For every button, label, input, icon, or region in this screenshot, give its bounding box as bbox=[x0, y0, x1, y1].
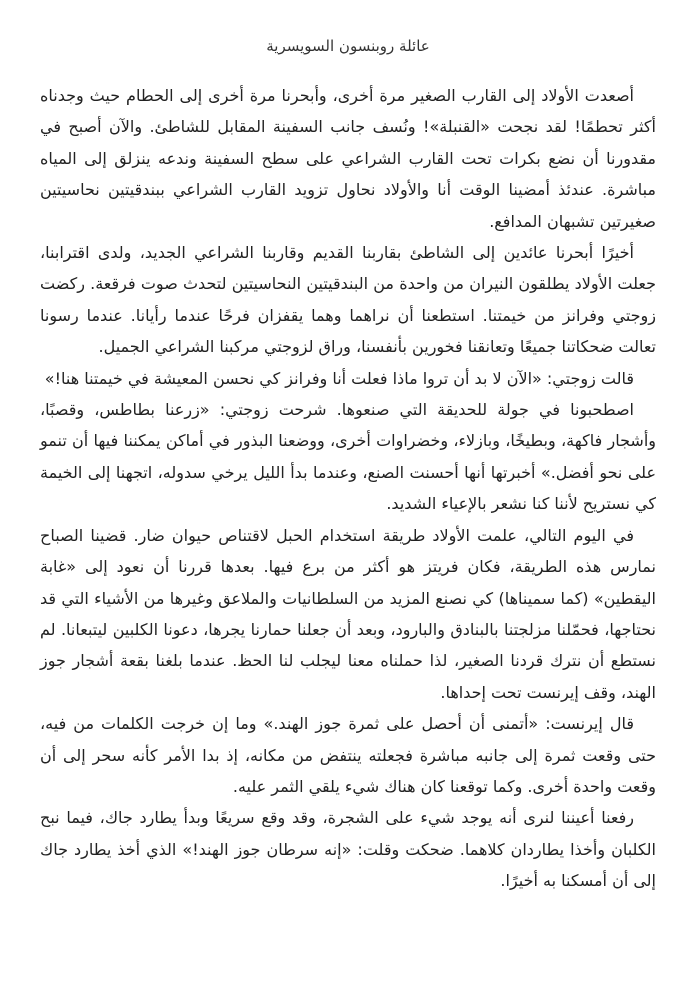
paragraph: رفعنا أعيننا لنرى أنه يوجد شيء على الشجرة، وقد وقع سريعًا وبدأ يطارد جاك، فيما نبح الكلبان وأخذا يطاردان كلاهما. ضحكت وقلت: «إنه سرطان جوز الهند!» الذي أخذ يطارد جاك إلى أن أمسكنا به أخيرًا. bbox=[40, 808, 656, 891]
page-body bbox=[40, 80, 656, 897]
paragraph: أصعدت الأولاد إلى القارب الصغير مرة أخرى، وأبحرنا مرة أخرى إلى الحطام حيث وجدناه أكثر تحطمًا! لقد نجحت «القنبلة»! ونُسف جانب السفينة المقابل للشاطئ. والآن أصبح في مقدورنا أن نضع بكرات تحت القارب الشراعي على سطح السفينة وندعه ينزلق إلى المياه مباشرة. عندئذ أمضينا الوقت أنا والأولاد نحاول تزويد القارب الشراعي ببندقيتين نحاسيتين صغيرتين تشبهان المدافع. bbox=[40, 86, 656, 231]
paragraph: في اليوم التالي، علمت الأولاد طريقة استخدام الحبل لاقتناص حيوان ضار. قضينا الصباح نمارس هذه الطريقة، فكان فريتز هو أكثر من برع فيها. بعدها قررنا أن نعود إلى «غابة اليقطين» (كما سميناها) كي نصنع المزيد من السلطانيات والملاعق وغيرها من الأشياء التي قد نحتاجها، فحمّلنا مزلجتنا بالبنادق والبارود، وبعد أن جعلنا حمارنا يجرها، دعونا الكلبين ليتبعانا. لم نستطع أن نترك قردنا الصغير، لذا حملناه معنا ليجلب لنا الحظ. عندما بلغنا بقعة أشجار جوز الهند، وقف إيرنست تحت إحداها. bbox=[40, 525, 656, 702]
paragraph: قال إيرنست: «أتمنى أن أحصل على ثمرة جوز الهند.» وما إن خرجت الكلمات من فيه، حتى وقعت ثمرة إلى جانبه مباشرة فجعلته ينتفض من مكانه، إذ بدا الأمر كأنه سحر إلى أن وقعت واحدة أخرى. وكما توقعنا كان هناك شيء يلقي الثمر عليه. bbox=[40, 714, 656, 796]
running-header: عائلة روبنسون السويسرية bbox=[266, 37, 430, 55]
paragraph: أخيرًا أبحرنا عائدين إلى الشاطئ بقاربنا القديم وقاربنا الشراعي الجديد، ولدى اقترابنا، جعلت الأولاد يطلقون النيران من واحدة من البندقيتين النحاسيتين لتحدث صوت فرقعة. ركضت زوجتي وفرانز من خيمتنا. استطعنا أن نراهما وهما يقفزان فرحًا عندما رأيانا. عندما رسونا تعالت ضحكاتنا جميعًا وتعانقنا فخورين بأنفسنا، وراق لزوجتي مركبنا الشراعي الجميل. bbox=[40, 243, 656, 357]
paragraph: اصطحبونا في جولة للحديقة التي صنعوها. شرحت زوجتي: «زرعنا بطاطس، وقصبًا، وأشجار فاكهة، وبطيخًا، وبازلاء، وخضراوات أخرى، ووضعنا البذور في أماكن يمكننا فيها أن تنمو على نحو أفضل.» أخبرتها أنها أحسنت الصنع، وعندما بدأ الليل يرخي سدوله، اتجهنا إلى الخيمة كي نستريح لأننا كنا نشعر بالإعياء الشديد. bbox=[40, 400, 656, 514]
paragraph: قالت زوجتي: «الآن لا بد أن تروا ماذا فعلت أنا وفرانز كي نحسن المعيشة في خيمتنا هنا!» bbox=[44, 368, 634, 388]
